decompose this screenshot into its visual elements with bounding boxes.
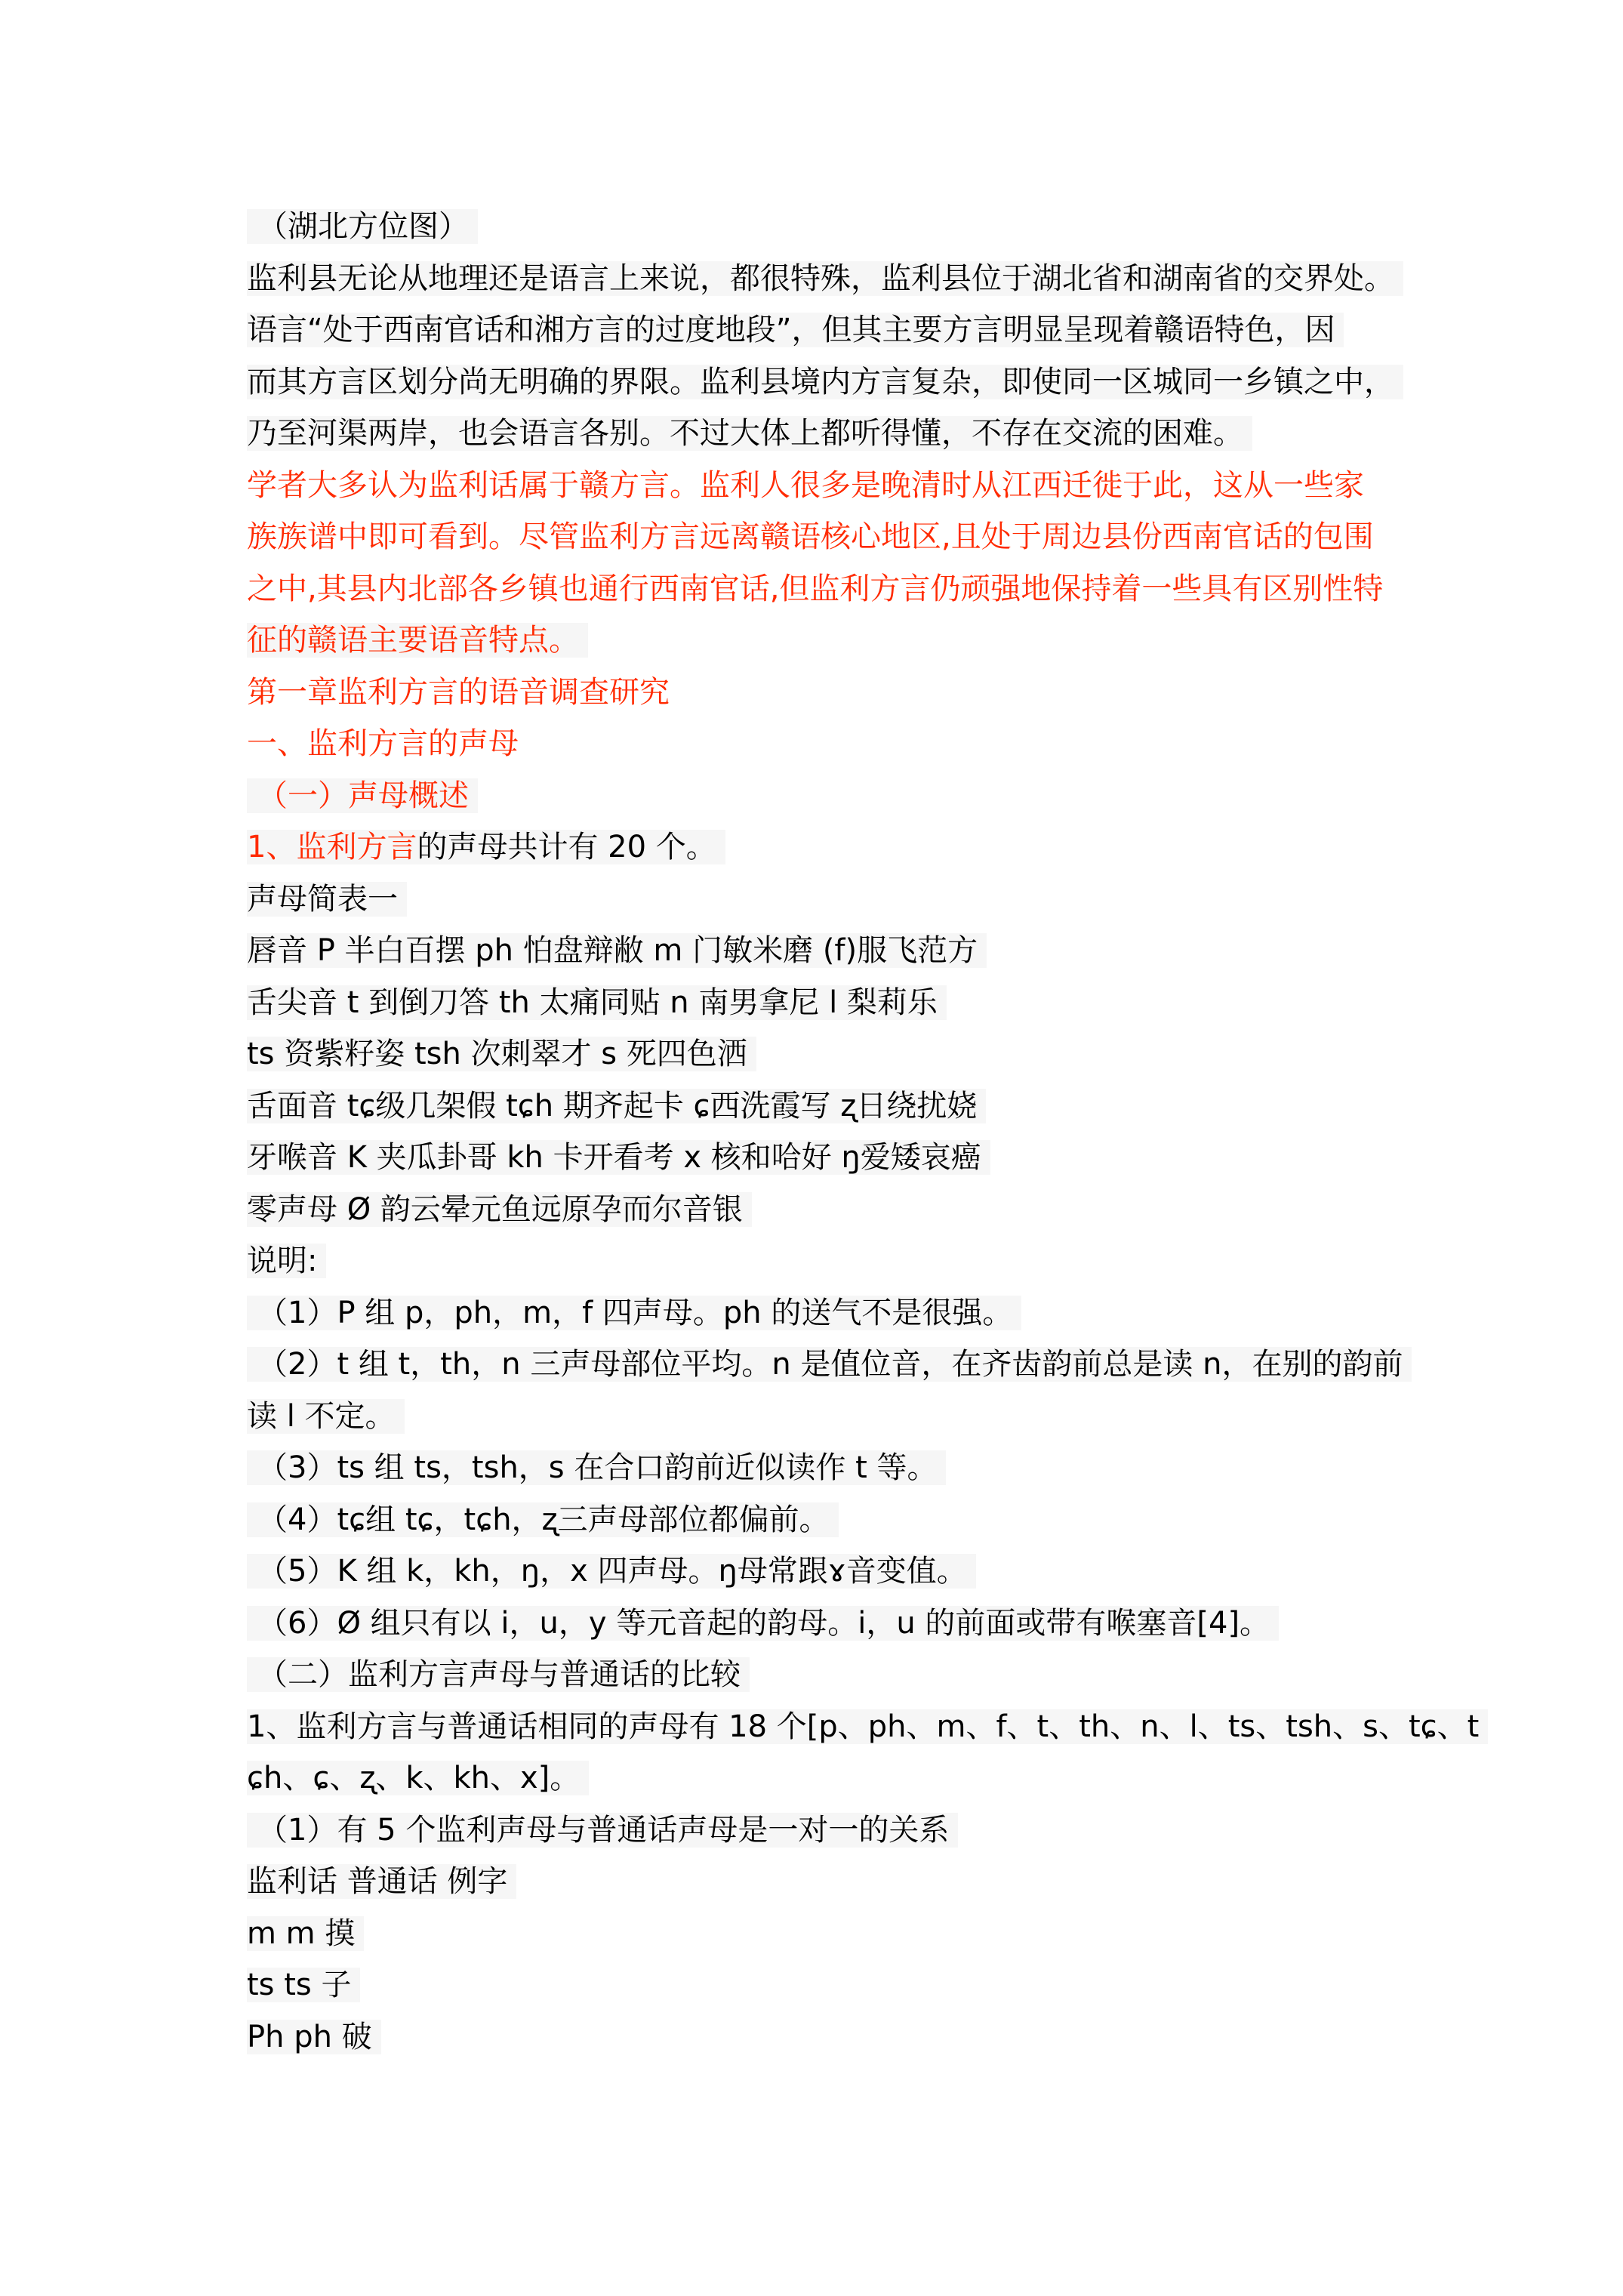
table-row [247,977,1455,1029]
subsection-heading [247,770,1455,822]
comparison-text: 1、监利方言与普通话相同的声母有 18 个[p、ph、m、f、t、th、n、l、ts、tsh、s、tɕ、t [247,1709,1488,1744]
notes-title: 说明: [247,1244,326,1278]
subsection-title: （一）声母概述 [247,778,478,813]
chapter-title: 第一章监利方言的语音调查研究 [247,674,670,710]
caption-line [247,201,1455,253]
note-text: （4）tɕ组 tɕ，tɕh，ʐ三声母部位都偏前。 [247,1502,839,1537]
paragraph-line [247,1804,1455,1857]
section-title: 一、监利方言的声母 [247,726,519,761]
initials-row-labial: 唇音 P 半白百摆 ph 怕盘辩敝 m 门敏米磨 (f)服飞范方 [247,933,987,968]
figure-caption: （湖北方位图） [247,209,478,244]
notes-heading [247,1235,1455,1287]
highlight-line [247,563,1455,615]
table-title-line [247,874,1455,926]
paragraph-line [247,253,1455,305]
note-text: 读 l 不定。 [247,1399,405,1434]
initials-row-palatal: 舌面音 tɕ级几架假 tɕh 期齐起卡 ɕ西洗霞写 ʐ日绕扰娆 [247,1089,986,1123]
note-item [247,1598,1455,1650]
paragraph-line [247,408,1455,460]
note-item [247,1546,1455,1598]
table-row [247,1184,1455,1236]
highlight-text: 之中,其县内北部各乡镇也通行西南官话,但监利方言仍顽强地保持着一些具有区别性特 [247,571,1384,606]
intro-text: 而其方言区划分尚无明确的界限。监利县境内方言复杂，即使同一区城同一乡镇之中， [247,365,1403,399]
highlight-line [247,511,1455,563]
note-item [247,1287,1455,1339]
comparison-table-row: m m 摸 [247,1916,364,1951]
table-row [247,1132,1455,1184]
paragraph-line [247,1752,1455,1804]
section-heading [247,718,1455,770]
comparison-table-row: ts ts 子 [247,1968,360,2002]
paragraph-line [247,356,1455,408]
intro-text: 乃至河渠两岸，也会语言各别。不过大体上都听得懂，不存在交流的困难。 [247,416,1252,451]
note-text: （6）Ø 组只有以 i，u，y 等元音起的韵母。i，u 的前面或带有喉塞音[4]。 [247,1606,1279,1641]
initials-row-zero: 零声母 Ø 韵云晕元鱼远原孕而尔音银 [247,1192,752,1227]
comparison-table-row: Ph ph 破 [247,2020,381,2054]
intro-text: 监利县无论从地理还是语言上来说，都很特殊，监利县位于湖北省和湖南省的交界处。 [247,261,1403,296]
comparison-table-header: 监利话 普通话 例字 [247,1864,516,1899]
table-row [247,1080,1455,1133]
paragraph-line [247,1701,1480,1753]
note-item [247,1339,1455,1391]
highlight-text: 征的赣语主要语音特点。 [247,623,588,658]
initials-row-sibilant: ts 资紫籽姿 tsh 次刺翠才 s 死四色洒 [247,1037,756,1071]
highlight-line [247,615,1455,667]
table-row [247,2011,1455,2063]
note-text: （5）K 组 k，kh，ŋ，x 四声母。ŋ母常跟ɤ音变值。 [247,1554,976,1589]
count-line [247,821,1455,874]
table-row [247,1908,1455,1960]
count-text: 的声母共计有 20 个。 [417,830,716,864]
body-text [247,201,1480,2063]
count-label: 1、监利方言 [247,830,417,864]
highlight-line [247,460,1455,512]
table-row [247,1028,1455,1080]
note-text: （2）t 组 t，th，n 三声母部位平均。n 是值位音，在齐齿韵前总是读 n，在别的韵前 [247,1347,1412,1382]
note-item [247,1391,1455,1443]
intro-text: 语言“处于西南官话和湘方言的过度地段”，但其主要方言明显呈现着赣语特色，因 [247,313,1344,347]
subsection-title: （二）监利方言声母与普通话的比较 [247,1657,750,1692]
table-row [247,925,1455,977]
table-header-row [247,1856,1455,1908]
subsection-heading [247,1649,1455,1701]
highlight-text: 学者大多认为监利话属于赣方言。监利人很多是晚清时从江西迁徙于此，这从一些家 [247,467,1364,503]
comparison-text: （1）有 5 个监利声母与普通话声母是一对一的关系 [247,1813,958,1848]
table-row [247,1959,1455,2011]
chapter-heading [247,667,1455,719]
table-title: 声母简表一 [247,882,407,917]
note-item [247,1442,1455,1494]
initials-row-apical: 舌尖音 t 到倒刀答 th 太痛同贴 n 南男拿尼 l 梨莉乐 [247,985,947,1020]
highlight-text: 族族谱中即可看到。尽管监利方言远离赣语核心地区,且处于周边县份西南官话的包围 [247,519,1374,554]
note-text: （3）ts 组 ts，tsh，s 在合口韵前近似读作 t 等。 [247,1450,946,1485]
initials-row-velar: 牙喉音 K 夹瓜卦哥 kh 卡开看考 x 核和哈好 ŋ爱矮哀癌 [247,1140,990,1175]
note-item [247,1494,1455,1546]
note-text: （1）P 组 p，ph，m，f 四声母。ph 的送气不是很强。 [247,1296,1021,1330]
comparison-text: ɕh、ɕ、ʐ、k、kh、x]。 [247,1761,589,1795]
paragraph-line [247,304,1455,356]
